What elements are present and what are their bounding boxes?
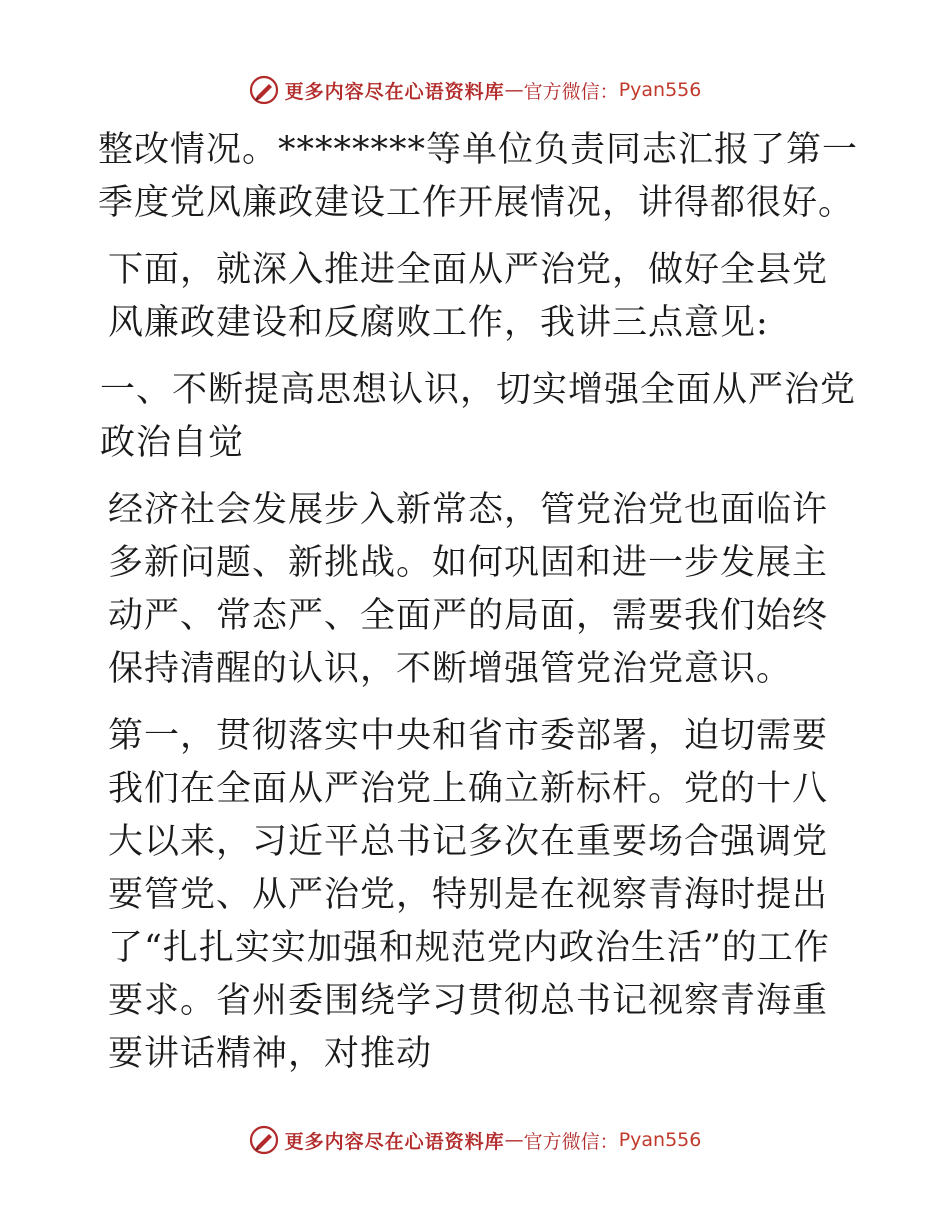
paragraph-intro: 整改情况。********等单位负责同志汇报了第一季度党风廉政建设工作开展情况，讲得都很好。 <box>98 130 859 223</box>
watermark-account: Pyan556 <box>618 1129 702 1151</box>
watermark-label: 官方微信： <box>523 1130 619 1153</box>
pen-logo-icon <box>249 75 279 105</box>
watermark-brand: 更多内容尽在心语资料库 <box>284 80 505 103</box>
document-body <box>98 124 858 1095</box>
watermark-separator: — <box>504 79 524 101</box>
footer-watermark <box>0 1120 950 1160</box>
header-watermark <box>0 70 950 110</box>
watermark-account: Pyan556 <box>618 79 702 101</box>
paragraph-opinions: 下面，就深入推进全面从严治党，做好全县党风廉政建设和反腐败工作，我讲三点意见: <box>108 250 829 343</box>
section-heading-one: 一、不断提高思想认识，切实增强全面从严治党政治自觉 <box>100 370 857 463</box>
pen-logo-icon <box>249 1125 279 1155</box>
watermark-label: 官方微信： <box>523 80 619 103</box>
paragraph-new-normal: 经济社会发展步入新常态，管党治党也面临许多新问题、新挑战。如何巩固和进一步发展主动严、常态严、全面严的局面，需要我们始终保持清醒的认识，不断增强管党治党意识。 <box>108 490 829 689</box>
paragraph-first-point: 第一，贯彻落实中央和省市委部署，迫切需要我们在全面从严治党上确立新标杆。党的十八大以来，习近平总书记多次在重要场合强调党要管党、从严治党，特别是在视察青海时提出了“扎扎实实加强和规范党内政治生活”的工作要求。省州委围绕学习贯彻总书记视察青海重要讲话精神，对推动 <box>108 716 830 1074</box>
watermark-separator: — <box>504 1129 524 1151</box>
watermark-brand: 更多内容尽在心语资料库 <box>284 1130 505 1153</box>
